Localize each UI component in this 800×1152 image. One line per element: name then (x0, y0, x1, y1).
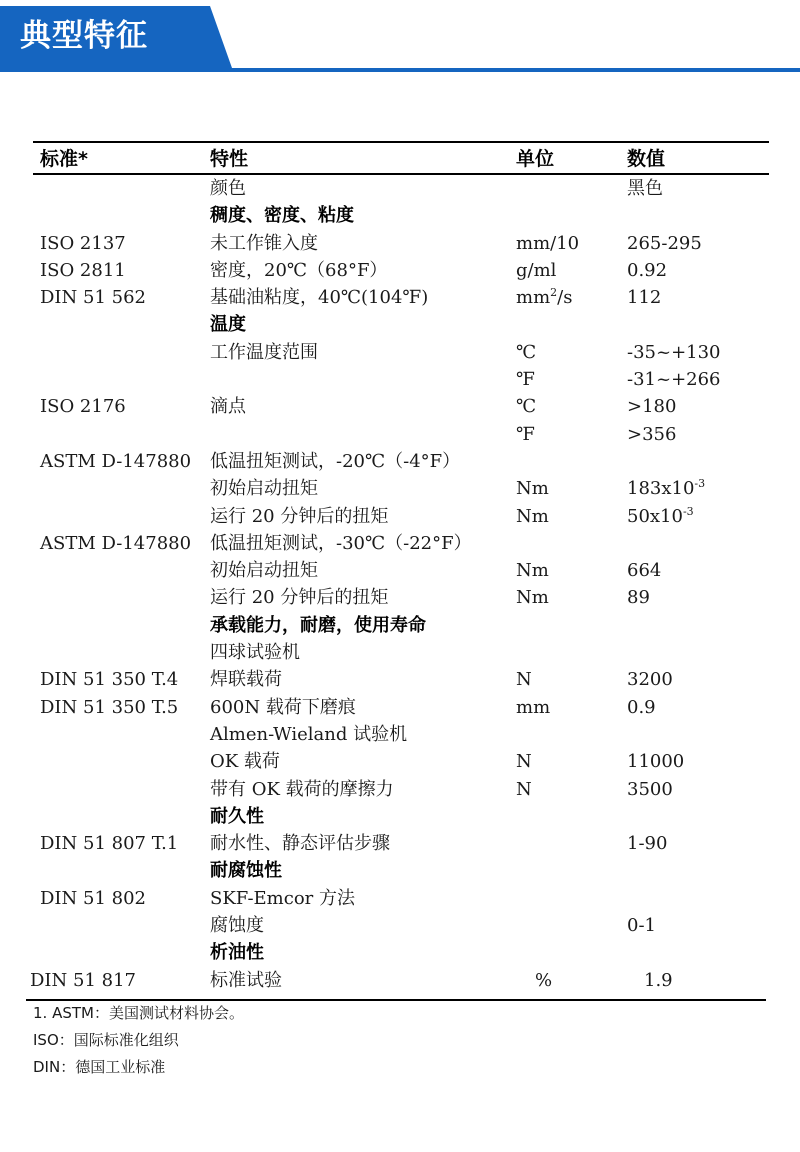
property-cell: 密度，20℃（68°F） (210, 259, 388, 281)
section-title: 承载能力，耐磨，使用寿命 (210, 614, 426, 636)
property-cell: 颜色 (210, 178, 246, 199)
table-row (0, 503, 800, 530)
standard-cell: ISO 2811 (40, 259, 126, 281)
column-header-property: 特性 (210, 148, 249, 170)
column-header-unit: 单位 (516, 148, 555, 170)
standard-cell: ASTM D-147880 (40, 532, 192, 554)
value-cell: 1.9 (644, 969, 673, 991)
standard-cell: DIN 51 807 T.1 (40, 833, 179, 855)
standard-cell: DIN 51 350 T.5 (40, 696, 179, 718)
value-cell: 0-1 (627, 915, 656, 937)
unit-base: mm (516, 287, 551, 309)
unit-cell (516, 284, 572, 311)
table-top-rule (33, 141, 769, 143)
value-cell (627, 503, 694, 530)
table-row (0, 393, 800, 420)
section-header-row (0, 311, 800, 338)
property-cell: 焊联载荷 (210, 669, 282, 691)
column-header-value: 数值 (627, 148, 666, 170)
value-cell: 0.92 (627, 259, 668, 281)
table-row (0, 230, 800, 257)
footnote-iso: ISO：国际标准化组织 (33, 1031, 179, 1049)
property-cell: 初始启动扭矩 (210, 478, 318, 500)
unit-cell: ℉ (516, 369, 535, 391)
value-exponent: -3 (682, 504, 694, 518)
property-cell: 腐蚀度 (210, 915, 264, 937)
unit-tail: /s (557, 287, 573, 309)
unit-cell: N (516, 751, 532, 773)
column-header-standard: 标准* (40, 148, 88, 170)
section-title: 耐久性 (210, 805, 264, 827)
value-cell: 3500 (627, 778, 673, 800)
table-row (0, 584, 800, 611)
table-row (0, 694, 800, 721)
table-row (0, 284, 800, 311)
value-cell (627, 475, 705, 502)
section-title: 温度 (210, 314, 246, 336)
standard-cell: DIN 51 817 (30, 969, 136, 991)
section-header-row (0, 857, 800, 884)
value-cell: >180 (627, 396, 677, 418)
property-cell: 四球试验机 (210, 642, 300, 664)
value-cell: 89 (627, 587, 650, 609)
property-cell: 工作温度范围 (210, 341, 318, 363)
header-banner (0, 0, 800, 74)
value-exponent: -3 (694, 477, 706, 491)
table-row (0, 885, 800, 912)
property-cell: 低温扭矩测试，-20℃（-4°F） (210, 450, 461, 472)
section-title: 析油性 (210, 942, 264, 964)
section-title: 稠度、密度、粘度 (210, 205, 354, 227)
table-row (0, 530, 800, 557)
property-cell: 标准试验 (210, 969, 282, 991)
table-bottom-rule (26, 999, 766, 1001)
property-cell: 600N 载荷下磨痕 (210, 696, 356, 718)
standard-cell: DIN 51 350 T.4 (40, 669, 179, 691)
property-cell: Almen-Wieland 试验机 (210, 723, 408, 745)
property-table-body (0, 175, 800, 994)
property-cell: 未工作锥入度 (210, 232, 318, 254)
table-row (0, 639, 800, 666)
value-cell: >356 (627, 423, 677, 445)
property-cell: 运行 20 分钟后的扭矩 (210, 505, 389, 527)
unit-cell: ℉ (516, 423, 535, 445)
value-cell: -31~+266 (627, 369, 721, 391)
section-header-row (0, 803, 800, 830)
property-cell: 滴点 (210, 396, 246, 418)
value-base: 183x10 (627, 478, 695, 500)
unit-cell: Nm (516, 478, 549, 500)
unit-cell: Nm (516, 587, 549, 609)
property-cell: 耐水性、静态评估步骤 (210, 833, 390, 855)
table-row (0, 721, 800, 748)
value-cell: 1-90 (627, 833, 668, 855)
table-row (0, 257, 800, 284)
table-row (0, 748, 800, 775)
property-cell: 低温扭矩测试，-30℃（-22°F） (210, 532, 472, 554)
standard-cell: DIN 51 562 (40, 287, 146, 309)
section-header-row (0, 939, 800, 966)
header-rule (0, 68, 800, 72)
property-cell: 运行 20 分钟后的扭矩 (210, 587, 389, 609)
unit-cell: N (516, 778, 532, 800)
unit-cell: mm/10 (516, 232, 580, 254)
table-row (0, 967, 800, 994)
section-header-row (0, 612, 800, 639)
value-cell: 11000 (627, 751, 685, 773)
value-cell: 265-295 (627, 232, 702, 254)
section-header-row (0, 202, 800, 229)
standard-cell: ISO 2176 (40, 396, 126, 418)
unit-cell: g/ml (516, 259, 557, 281)
table-row (0, 666, 800, 693)
value-cell: 3200 (627, 669, 673, 691)
table-row (0, 776, 800, 803)
standard-cell: DIN 51 802 (40, 887, 146, 909)
value-cell: 0.9 (627, 696, 656, 718)
table-row (0, 448, 800, 475)
unit-cell: ℃ (516, 341, 537, 363)
property-cell: 带有 OK 载荷的摩擦力 (210, 778, 394, 800)
unit-cell: ℃ (516, 396, 537, 418)
value-cell: -35~+130 (627, 341, 721, 363)
unit-cell: N (516, 669, 532, 691)
value-base: 50x10 (627, 505, 683, 527)
standard-cell: ASTM D-147880 (40, 450, 192, 472)
unit-cell: mm (516, 696, 551, 718)
page-title: 典型特征 (20, 18, 148, 54)
value-cell: 112 (627, 287, 662, 309)
unit-cell: Nm (516, 560, 549, 582)
unit-cell: Nm (516, 505, 549, 527)
section-title: 耐腐蚀性 (210, 860, 282, 882)
property-cell: OK 载荷 (210, 751, 280, 773)
property-cell: SKF-Emcor 方法 (210, 887, 355, 909)
unit-cell: % (535, 969, 553, 991)
table-row (0, 421, 800, 448)
footnote-din: DIN：德国工业标准 (33, 1058, 166, 1076)
table-row (0, 175, 800, 202)
footnote-astm: 1. ASTM：美国测试材料协会。 (33, 1004, 244, 1022)
value-cell: 黑色 (627, 178, 663, 199)
table-row (0, 475, 800, 502)
table-row (0, 830, 800, 857)
table-row (0, 366, 800, 393)
table-row (0, 339, 800, 366)
table-row (0, 557, 800, 584)
value-cell: 664 (627, 560, 662, 582)
table-row (0, 912, 800, 939)
property-cell: 基础油粘度，40℃(104℉) (210, 287, 429, 309)
property-cell: 初始启动扭矩 (210, 560, 318, 582)
standard-cell: ISO 2137 (40, 232, 126, 254)
unit-exponent: 2 (550, 286, 558, 300)
